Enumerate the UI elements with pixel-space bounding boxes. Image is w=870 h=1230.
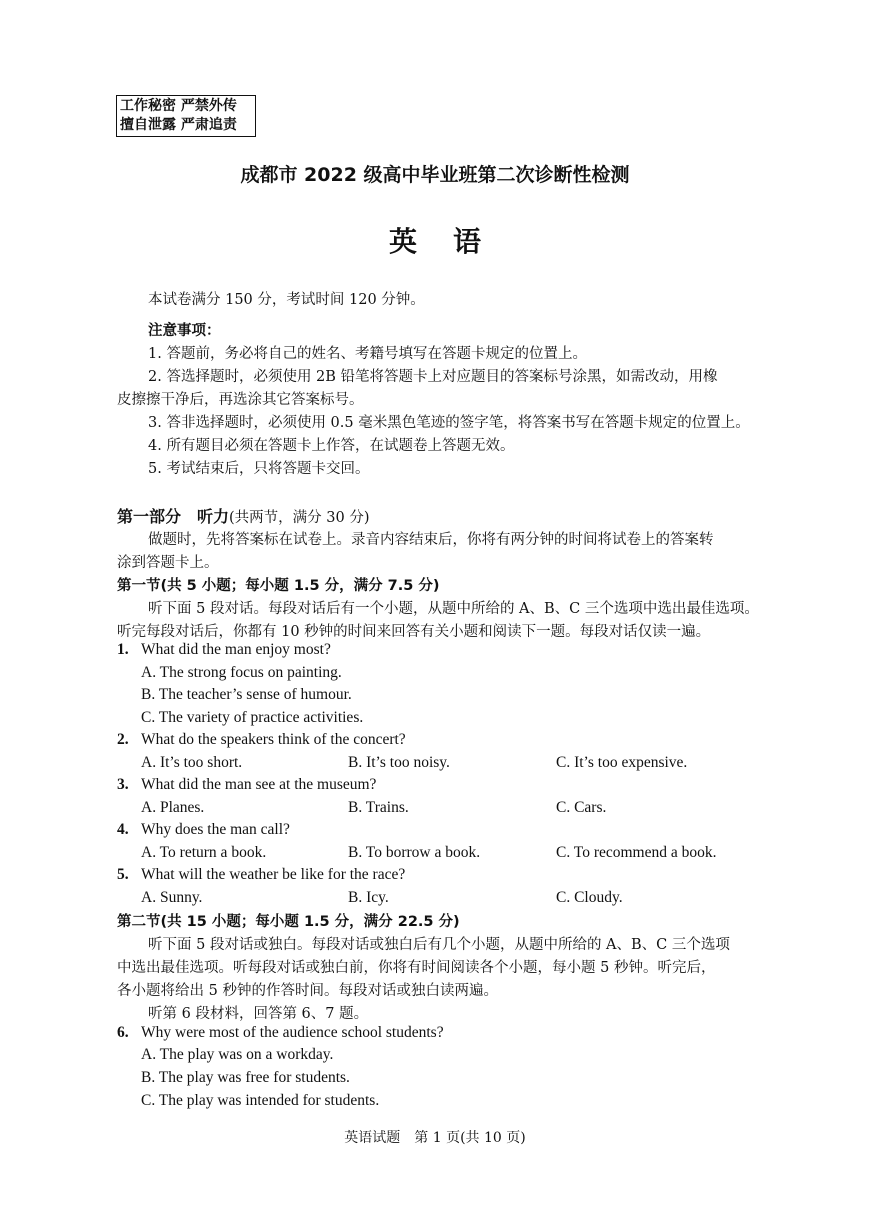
stamp-line-1: 工作秘密 严禁外传 <box>120 98 237 114</box>
question-4-option-b: B. To borrow a book. <box>348 844 481 861</box>
notes-heading: 注意事项： <box>148 323 221 339</box>
question-6-option-c: C. The play was intended for students. <box>141 1092 380 1109</box>
question-2-text: What do the speakers think of the concert? <box>141 731 406 748</box>
question-2-option-a: A. It’s too short. <box>141 754 243 771</box>
confidential-stamp <box>116 95 256 137</box>
part-1-instruction-line-1: 做题时，先将答案标在试卷上。录音内容结束后，你将有两分钟的时间将试卷上的答案转 <box>148 532 714 548</box>
question-2-option-b: B. It’s too noisy. <box>348 754 450 771</box>
question-4-option-a: A. To return a book. <box>141 844 267 861</box>
question-number: 5. <box>117 866 129 883</box>
material-6-instruction: 听第 6 段材料，回答第 6、7 题。 <box>148 1006 369 1022</box>
question-3-option-a: A. Planes. <box>141 799 205 816</box>
subject-title: 英语 <box>388 225 517 258</box>
exam-intro: 本试卷满分 150 分，考试时间 120 分钟。 <box>148 292 425 308</box>
question-number: 1. <box>117 641 129 658</box>
question-1-text: What did the man enjoy most? <box>141 641 331 658</box>
stamp-line-2: 擅自泄露 严肃追责 <box>120 117 237 133</box>
question-5-option-a: A. Sunny. <box>141 889 203 906</box>
question-3-option-b: B. Trains. <box>348 799 409 816</box>
note-5: 5. 考试结束后，只将答题卡交回。 <box>148 461 370 477</box>
part-1-title: 第一部分 听力 <box>117 507 230 526</box>
section-2-heading: 第二节(共 15 小题；每小题 1.5 分，满分 22.5 分) <box>117 914 460 930</box>
section-2-instruction-line-2: 中选出最佳选项。听每段对话或独白前，你将有时间阅读各个小题，每小题 5 秒钟。听完后， <box>117 960 716 976</box>
question-3-text: What did the man see at the museum? <box>141 776 377 793</box>
note-2-line-1: 2. 答选择题时，必须使用 2B 铅笔将答题卡上对应题目的答案标号涂黑，如需改动，用橡 <box>148 369 718 385</box>
question-number: 4. <box>117 821 129 838</box>
question-3-option-c: C. Cars. <box>556 799 607 816</box>
question-5-option-c: C. Cloudy. <box>556 889 623 906</box>
question-1-option-a: A. The strong focus on painting. <box>141 664 342 681</box>
question-number: 2. <box>117 731 129 748</box>
question-6-option-a: A. The play was on a workday. <box>141 1046 334 1063</box>
section-2-instruction-line-3: 各小题将给出 5 秒钟的作答时间。每段对话或独白读两遍。 <box>117 983 498 999</box>
question-5-text: What will the weather be like for the race? <box>141 866 406 883</box>
section-2-instruction-line-1: 听下面 5 段对话或独白。每段对话或独白后有几个小题，从题中所给的 A、B、C 三个选项 <box>148 937 730 953</box>
part-1-score: (共两节，满分 30 分) <box>229 510 370 526</box>
section-1-heading: 第一节(共 5 小题；每小题 1.5 分，满分 7.5 分) <box>117 578 440 594</box>
question-6-option-b: B. The play was free for students. <box>141 1069 350 1086</box>
page-footer: 英语试题 第 1 页(共 10 页) <box>344 1130 526 1146</box>
section-1-instruction-line-1: 听下面 5 段对话。每段对话后有一个小题，从题中所给的 A、B、C 三个选项中选出最佳选项。 <box>148 601 759 617</box>
part-1-instruction-line-2: 涂到答题卡上。 <box>117 555 219 571</box>
question-1-option-c: C. The variety of practice activities. <box>141 709 364 726</box>
question-number: 3. <box>117 776 129 793</box>
note-1: 1. 答题前，务必将自己的姓名、考籍号填写在答题卡规定的位置上。 <box>148 346 587 362</box>
note-3: 3. 答非选择题时，必须使用 0.5 毫米黑色笔迹的签字笔，将答案书写在答题卡规定的位置上。 <box>148 415 750 431</box>
section-1-instruction-line-2: 听完每段对话后，你都有 10 秒钟的时间来回答有关小题和阅读下一题。每段对话仅读一遍。 <box>117 624 711 640</box>
part-1-heading <box>117 504 370 527</box>
note-2-line-2: 皮擦擦干净后，再选涂其它答案标号。 <box>117 392 364 408</box>
question-4-option-c: C. To recommend a book. <box>556 844 717 861</box>
question-6-text: Why were most of the audience school students? <box>141 1024 444 1041</box>
question-2-option-c: C. It’s too expensive. <box>556 754 688 771</box>
question-4-text: Why does the man call? <box>141 821 290 838</box>
question-1-option-b: B. The teacher’s sense of humour. <box>141 686 352 703</box>
exam-title: 成都市 2022 级高中毕业班第二次诊断性检测 <box>240 164 630 186</box>
question-5-option-b: B. Icy. <box>348 889 389 906</box>
question-number: 6. <box>117 1024 129 1041</box>
note-4: 4. 所有题目必须在答题卡上作答，在试题卷上答题无效。 <box>148 438 515 454</box>
